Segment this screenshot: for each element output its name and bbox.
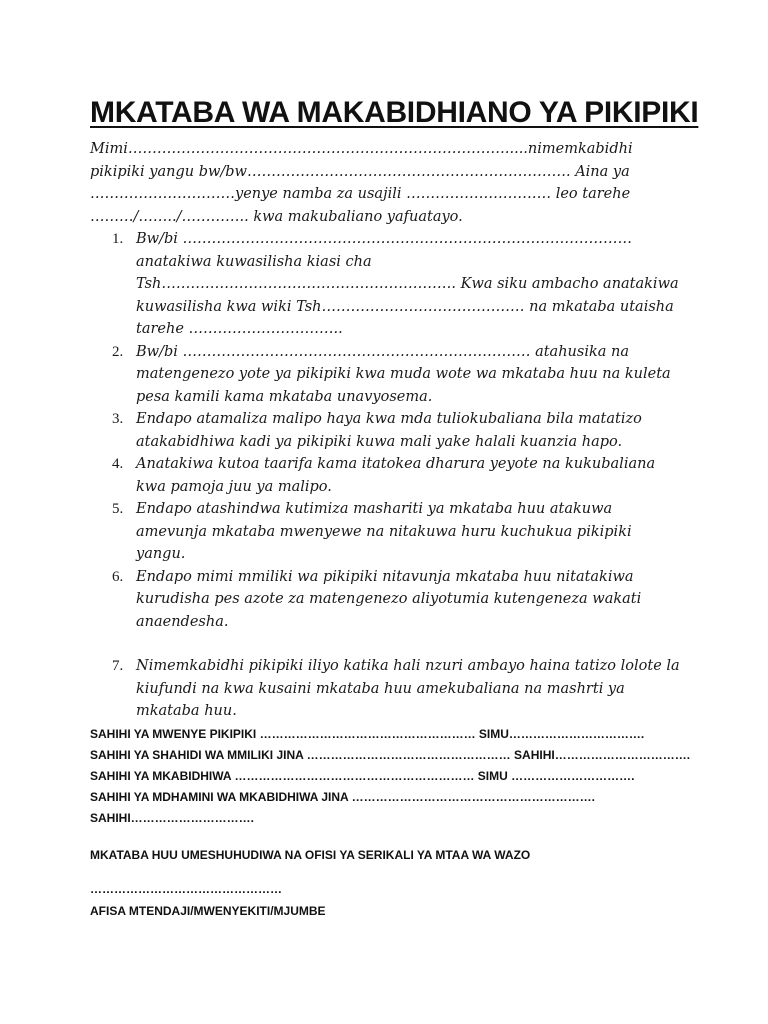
term-text: Endapo atashindwa kutimiza mashariti ya mkataba huu atakuwa amevunja mkataba mwenyewe na nitakuwa huru kuchukua pikipiki yangu. (136, 501, 632, 562)
term-text: Nimemkabidhi pikipiki iliyo katika hali nzuri ambayo haina tatizo lolote la kiufundi na kwa kusaini mkataba huu amekubaliana na mashrti ya mkataba huu. (136, 658, 680, 719)
witness-statement: MKATABA HUU UMESHUHUDIWA NA OFISI YA SERIKALI YA MTAA WA WAZO (90, 848, 531, 862)
term-number: 3. (112, 411, 124, 427)
term-number: 5. (112, 501, 124, 517)
term-text: Endapo atamaliza malipo haya kwa mda tuliokubaliana bila matatizo atakabidhiwa kadi ya pikipiki kuwa mali yake halali kuanzia hapo. (136, 411, 642, 450)
term-text: Anatakiwa kutoa taarifa kama itatokea dharura yeyote na kukubaliana kwa pamoja juu ya malipo. (136, 456, 656, 495)
term-item (90, 341, 680, 409)
term-text: Bw/bi ……………………………………………………………… atahusika na matengenezo yote ya pikipiki kwa muda wote wa mkataba huu na kuleta pesa kamili kama mkataba unavyosema. (136, 343, 671, 405)
term-text: Endapo mimi mmiliki wa pikipiki nitavunja mkataba huu nitatakiwa kurudisha pes azote za matengenezo aliyotumia kutengeneza wakati anaendesha. (136, 568, 642, 630)
term-number: 1. (112, 231, 124, 247)
term-number: 2. (112, 343, 124, 360)
term-item (90, 453, 680, 498)
officer-title: AFISA MTENDAJI/MWENYEKITI/MJUMBE (90, 904, 326, 918)
terms-list (90, 228, 680, 723)
signature-line-guarantor: SAHIHI YA MDHAMINI WA MKABIDHIWA JINA ……………………………………………………. (90, 790, 595, 804)
signature-line-guarantor-sign: SAHIHI…………………………. (90, 811, 255, 825)
term-item (90, 408, 680, 453)
document-title: MKATABA WA MAKABIDHIANO YA PIKIPIKI (90, 96, 699, 129)
signature-line-owner: SAHIHI YA MWENYE PIKIPIKI ……………………………………………… SIMU……………………………. (90, 727, 645, 741)
term-item (90, 228, 680, 341)
officer-signature-line: ………………………………………… (90, 882, 282, 896)
signature-block (90, 724, 710, 829)
term-number: 4. (112, 456, 124, 472)
signature-line-owner-witness: SAHIHI YA SHAHIDI WA MMILIKI JINA …………………………………………… SAHIHI……………………………. (90, 748, 691, 762)
term-number: 7. (112, 658, 124, 674)
intro-paragraph: Mimi…………………………………………………………………….....nimemkabidhi pikipiki yangu bw/bw…………………………………………………………. Aina ya …………………………yenye namba za usajili ………………………… leo tarehe ………/……../………….. kwa makubaliano yafuatayo. (90, 141, 633, 225)
term-item (90, 498, 680, 566)
term-item (90, 655, 680, 723)
term-text: Bw/bi …………………………………………………………………………………anatakiwa kuwasilisha kiasi cha Tsh……………………………………………………. Kwa siku ambacho anatakiwa kuwasilisha kwa wiki Tsh…………………………………… na mkataba utaisha tarehe ………………………….. (136, 231, 679, 337)
contract-body (90, 138, 680, 723)
term-number: 6. (112, 568, 124, 585)
term-item (90, 566, 680, 634)
signature-line-recipient: SAHIHI YA MKABIDHIWA …………………………………………………… SIMU …………………………. (90, 769, 635, 783)
